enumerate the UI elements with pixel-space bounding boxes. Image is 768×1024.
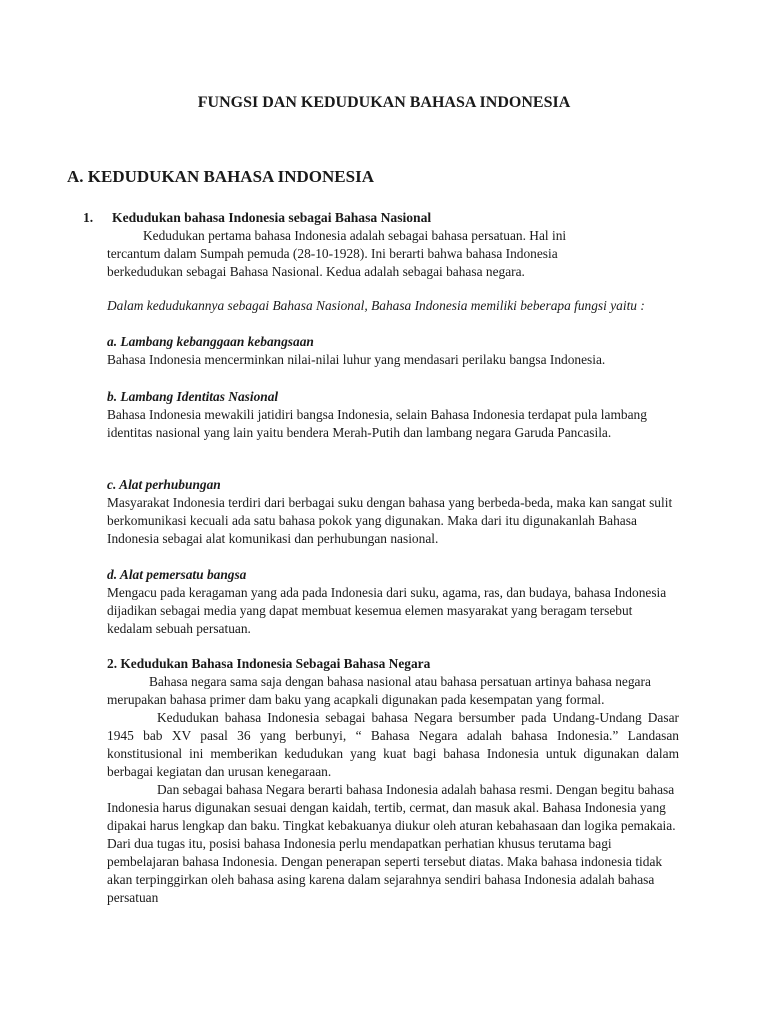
- item1-paragraph: Kedudukan pertama bahasa Indonesia adalah sebagai bahasa persatuan. Hal ini tercantum dalam Sumpah pemuda (28-10-1928). Ini berarti bahwa bahasa Indonesia berkedudukan sebagai Bahasa Nasional. Kedua adalah sebagai bahasa negara.: [107, 228, 567, 279]
- item1-paragraph-block: [107, 227, 619, 281]
- fungsi-d-heading: d. Alat pemersatu bangsa: [107, 567, 247, 582]
- item2-paragraph-1: Bahasa negara sama saja dengan bahasa nasional atau bahasa persatuan artinya bahasa negara merupakan bahasa primer dam baku yang acapkali digunakan pada kesempatan yang formal.: [107, 674, 651, 707]
- fungsi-b-text: Bahasa Indonesia mewakili jatidiri bangsa Indonesia, selain Bahasa Indonesia terdapat pula lambang identitas nasional yang lain yaitu bendera Merah-Putih dan lambang negara Garuda Pancasila.: [107, 407, 647, 440]
- fungsi-a-block: [107, 333, 677, 369]
- item1-number: 1.: [83, 210, 94, 225]
- item2-heading: 2. Kedudukan Bahasa Indonesia Sebagai Bahasa Negara: [107, 656, 431, 671]
- fungsi-d-text: Mengacu pada keragaman yang ada pada Indonesia dari suku, agama, ras, dan budaya, bahasa Indonesia dijadikan sebagai media yang dapat membuat kesemua elemen masyarakat yang beragam tersebut kedalam sebuah persatuan.: [107, 585, 667, 636]
- intro-italic-paragraph: Dalam kedudukannya sebagai Bahasa Nasional, Bahasa Indonesia memiliki beberapa fungsi yaitu :: [107, 298, 645, 313]
- intro-block: [107, 297, 673, 315]
- document-title: FUNGSI DAN KEDUDUKAN BAHASA INDONESIA: [197, 94, 571, 111]
- fungsi-b-block: [107, 388, 677, 442]
- fungsi-c-heading: c. Alat perhubungan: [107, 477, 221, 492]
- item1-heading: [83, 209, 431, 227]
- section-a-heading: A. KEDUDUKAN BAHASA INDONESIA: [67, 167, 374, 186]
- fungsi-a-heading: a. Lambang kebanggaan kebangsaan: [107, 334, 314, 349]
- fungsi-c-text: Masyarakat Indonesia terdiri dari berbagai suku dengan bahasa yang berbeda-beda, maka kan sangat sulit berkomunikasi kecuali ada satu bahasa pokok yang digunakan. Maka dari itu digunakanlah Bahasa Indonesia sebagai alat komunikasi dan perhubungan nasional.: [107, 495, 673, 546]
- fungsi-d-block: [107, 566, 679, 638]
- fungsi-a-text: Bahasa Indonesia mencerminkan nilai-nilai luhur yang mendasari perilaku bangsa Indonesia.: [107, 352, 606, 367]
- fungsi-c-block: [107, 476, 677, 548]
- fungsi-b-heading: b. Lambang Identitas Nasional: [107, 389, 279, 404]
- item2-block: [107, 655, 679, 907]
- item2-paragraph-3: Dan sebagai bahasa Negara berarti bahasa Indonesia adalah bahasa resmi. Dengan begitu bahasa Indonesia harus digunakan sesuai dengan kaidah, tertib, cermat, dan masuk akal. Bahasa Indonesia yang dipakai harus lengkap dan baku. Tingkat kebakuanya diukur oleh aturan kebahasaan dan logika pemakaia. Dari dua tugas itu, posisi bahasa Indonesia perlu mendapatkan perhatian khusus terutama bagi pembelajaran bahasa Indonesia. Dengan penerapan seperti tersebut diatas. Maka bahasa indonesia tidak akan terpinggirkan oleh bahasa asing karena dalam sejarahnya sendiri bahasa Indonesia adalah bahasa persatuan: [107, 782, 676, 905]
- item1-heading-text: Kedudukan bahasa Indonesia sebagai Bahasa Nasional: [112, 210, 432, 225]
- item2-paragraph-2: Kedudukan bahasa Indonesia sebagai bahasa Negara bersumber pada Undang-Undang Dasar 1945 bab XV pasal 36 yang berbunyi, “ Bahasa Negara adalah bahasa Indonesia.” Landasan konstitusional ini memberikan kedudukan yang kuat bagi bahasa Indonesia untuk digunakan dalam berbagai kegiatan dan urusan kenegaraan.: [107, 710, 679, 779]
